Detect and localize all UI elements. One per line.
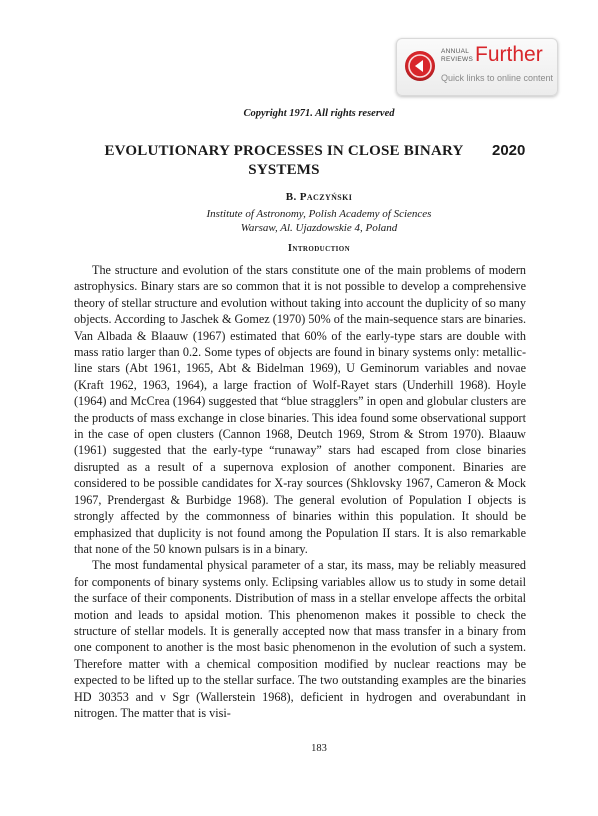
article-title: EVOLUTIONARY PROCESSES IN CLOSE BINARY SYSTEMS: [104, 143, 464, 178]
affiliation-line-2: Warsaw, Al. Ujazdowskie 4, Poland: [240, 222, 398, 234]
article-code: 2020: [492, 142, 526, 159]
publisher-label: ANNUAL REVIEWS: [441, 48, 474, 63]
paragraph: The structure and evolution of the stars constitute one of the main problems of modern astrophysics. Binary stars are so common that it is not possible to develop a comprehensive theory of stellar structure and evolution without taking into account the duplicity of so many objects. According to Jaschek & Gomez (1970) 50% of the main-sequence stars are binaries. Van Albada & Blaauw (1967) estimated that 60% of the early-type stars are double with mass ratio larger than 0.2. Some types of objects are found in binary systems only: metallic-line stars (Abt 1961, 1965, Abt & Bidelman 1969), U Geminorum variables and novae (Kraft 1962, 1963, 1964), a large fraction of Wolf-Rayet stars (Underhill 1968). Hoyle (1964) and McCrea (1964) suggested that “blue stragglers” in open and globular clusters are the products of mass exchange in close binaries. This idea found some observational support in the case of open clusters (Cannon 1968, Deutch 1969, Strom & Strom 1970). Blaauw (1961) suggested that the early-type “runaway” stars had escaped from close binaries disrupted as a result of a supernova explosion of another component. Binaries are considered to be possible candidates for X-ray sources (Shklovsky 1967, Cameron & Mock 1967, Prendergast & Burbidge 1968). The general evolution of Population I objects is strongly affected by the commonness of binaries within this population. It should be emphasized that duplicity is not found among the Population II stars. It is also remarkable that none of the 50 known pulsars is in a binary.: [74, 263, 526, 556]
copyright-notice: Copyright 1971. All rights reserved: [243, 108, 395, 119]
section-heading: Introduction: [287, 243, 351, 254]
further-brand: Further: [475, 43, 543, 66]
page-number: 183: [311, 743, 327, 754]
author-name: B. Paczyński: [285, 191, 353, 203]
further-banner[interactable]: [396, 38, 558, 96]
author-affiliation: [0, 207, 598, 235]
paragraph: The most fundamental physical parameter of a star, its mass, may be reliably measured for components of binary systems only. Eclipsing variables allow us to study in some detail the surface of their components. Distribution of mass in a stellar envelope affects the orbital motion and leads to apsidal motion. This phenomenon makes it possible to check the structure of stellar models. It is generally accepted now that mass transfer in a binary from one component to another is the most basic phenomenon in the evolution of such a system. Therefore matter with a chemical composition modified by nuclear reactions may be expected to be lifted up to the stellar surface. The two outstanding examples are the binaries HD 30353 and ν Sgr (Wallerstein 1968), deficient in hydrogen and overabundant in nitrogen. The matter that is visi-: [74, 558, 526, 720]
article-body: [74, 262, 526, 721]
further-tagline: Quick links to online content: [441, 73, 554, 83]
play-arrow-icon: [405, 51, 435, 81]
affiliation-line-1: Institute of Astronomy, Polish Academy of Sciences: [206, 208, 432, 220]
